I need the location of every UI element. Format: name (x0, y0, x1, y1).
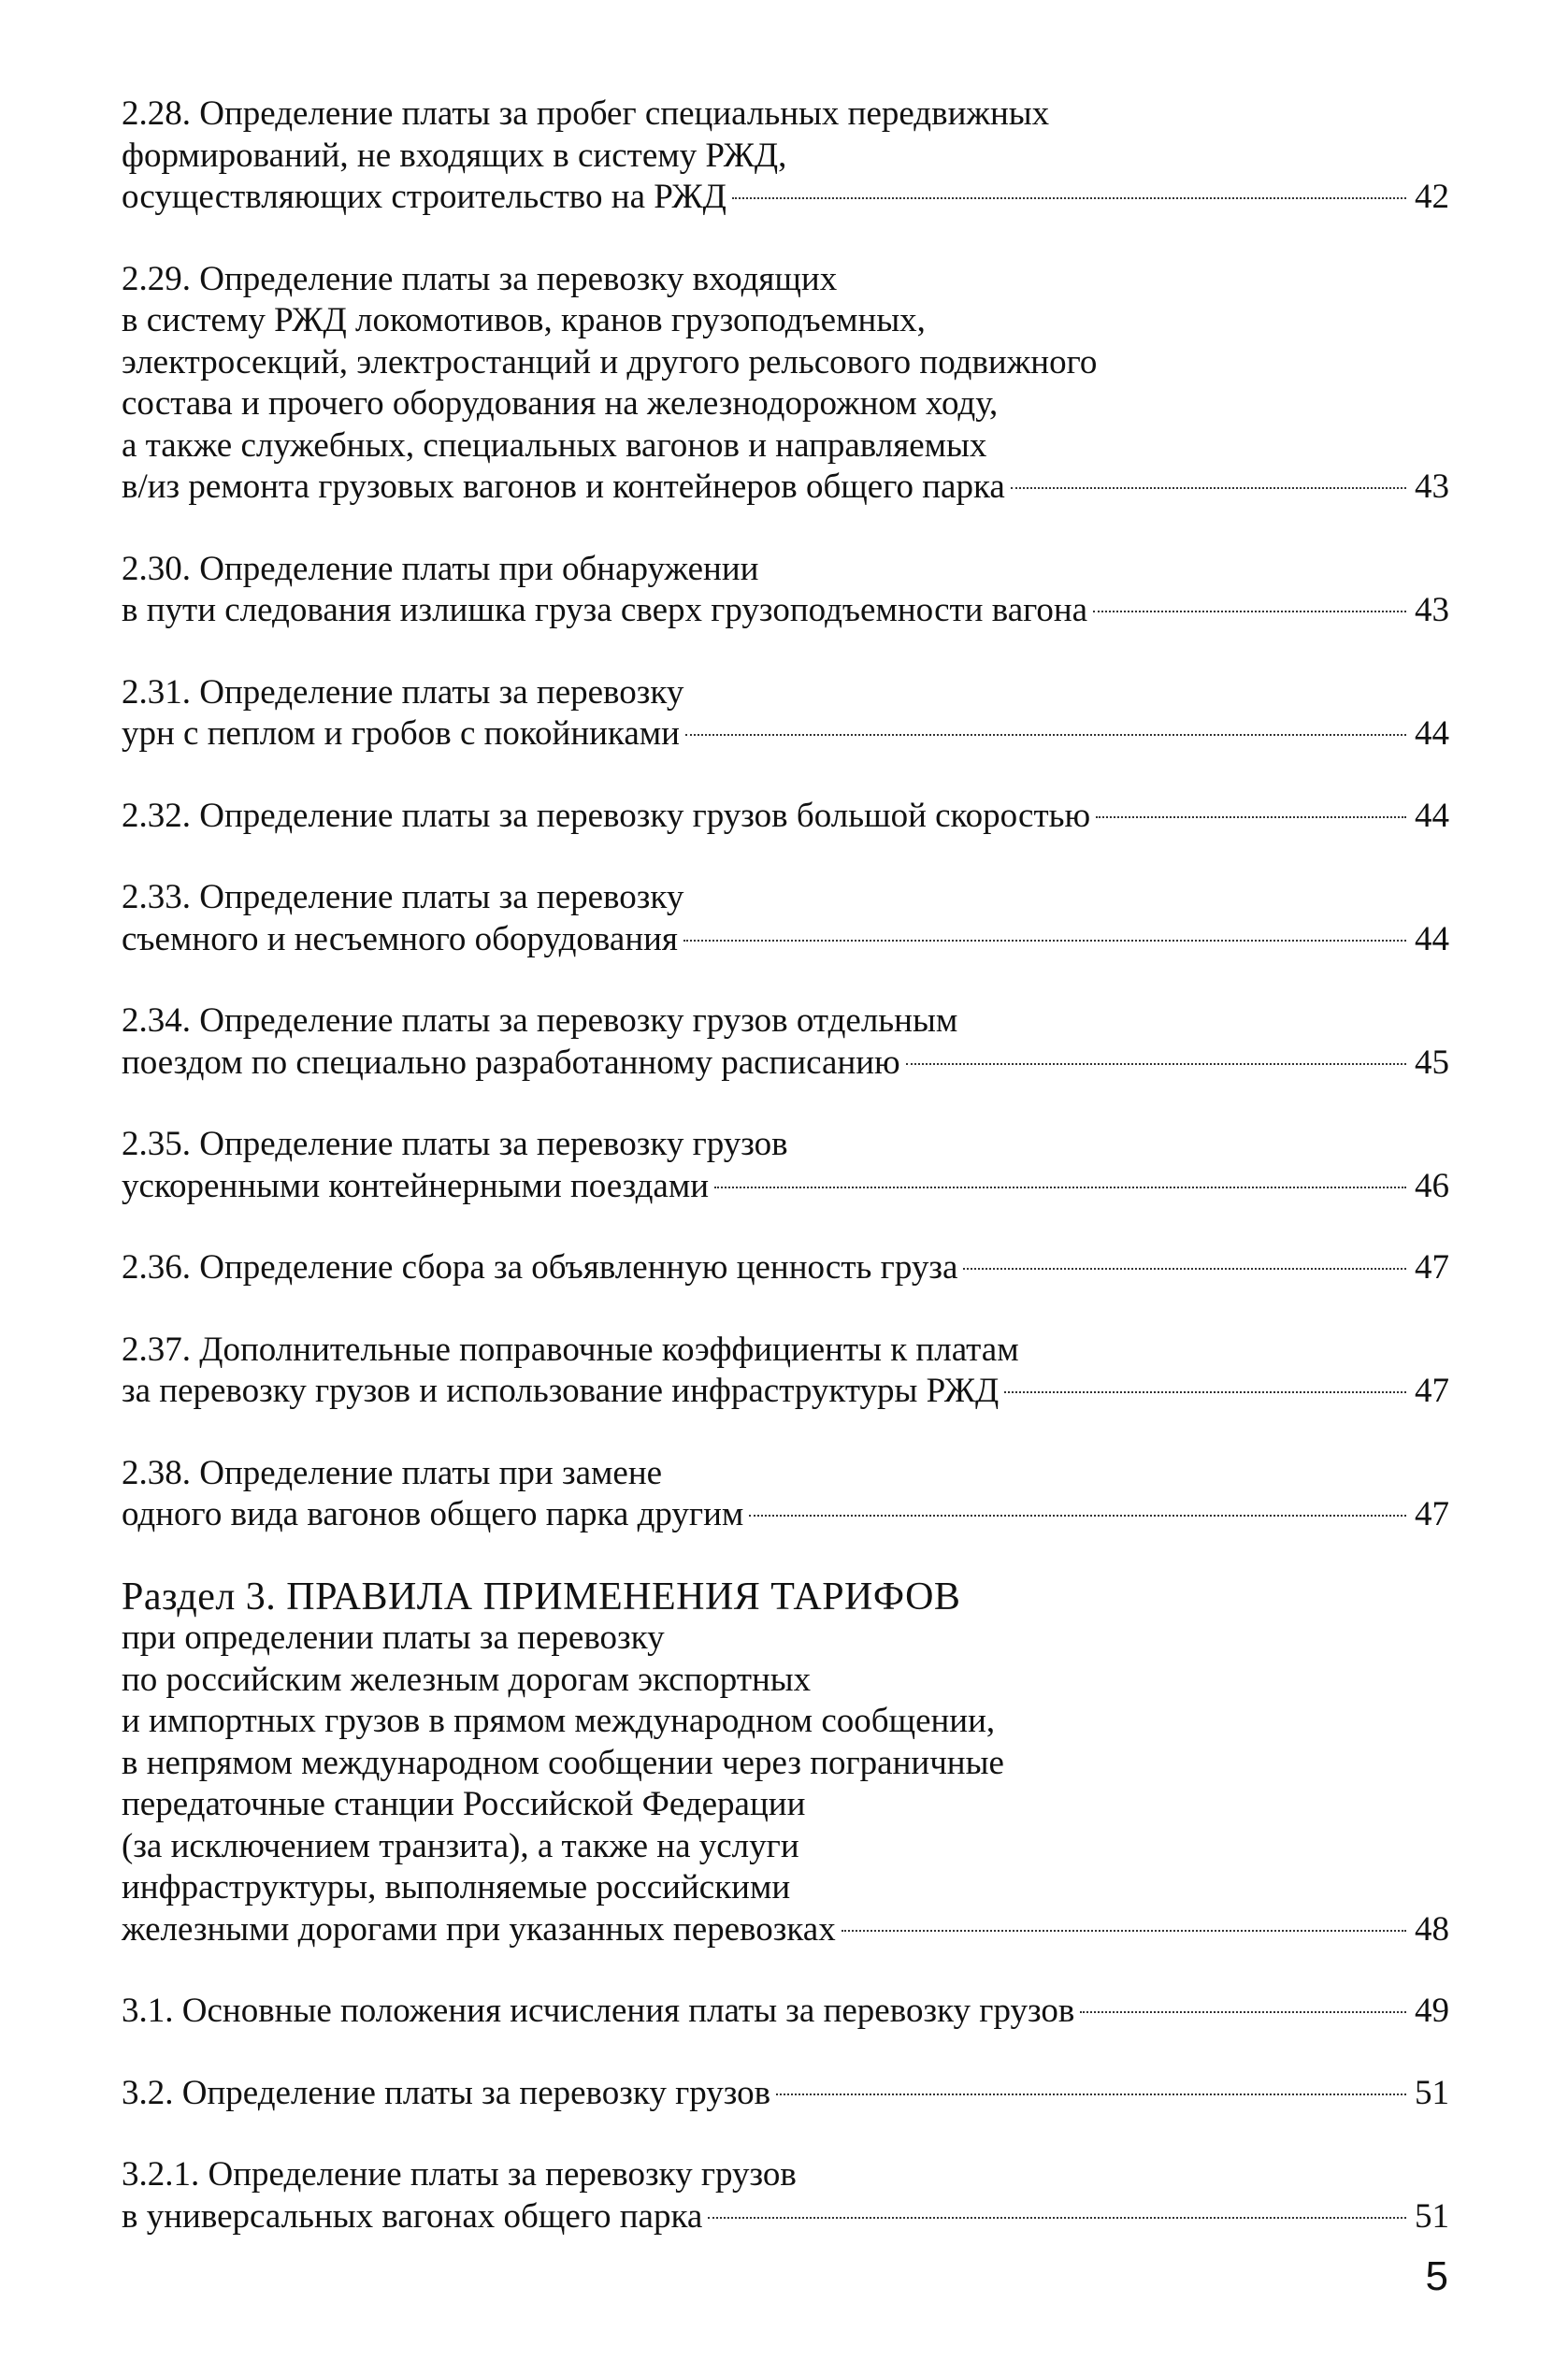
dot-leader (1096, 816, 1406, 818)
section-3-line: передаточные станции Российской Федерации (122, 1785, 806, 1823)
toc-entry (122, 2154, 1449, 2237)
toc-entry-last-line (122, 1371, 1449, 1413)
dot-leader (1011, 487, 1406, 489)
toc-entries-section-3 (122, 1991, 1449, 2237)
toc-entry (122, 796, 1449, 838)
toc-entry-line: 2.37. Дополнительные поправочные коэффициенты к платам (122, 1330, 1019, 1369)
toc-entry-line: 2.30. Определение платы при обнаружении (122, 549, 759, 588)
toc-entry (122, 1247, 1449, 1289)
section-3-entry (122, 1576, 1449, 1951)
section-3-line: (за исключением транзита), а также на услуги (122, 1826, 799, 1865)
toc-entry-line: 3.2.1. Определение платы за перевозку грузов (122, 2155, 797, 2194)
toc-entry (122, 1000, 1449, 1084)
toc-entry-line: в систему РЖД локомотивов, кранов грузоподъемных, (122, 301, 926, 339)
toc-entry-last-line (122, 1494, 1449, 1536)
toc-entry-title: 3.2. Определение платы за перевозку грузов (122, 2073, 771, 2112)
toc-entry-title: поездом по специально разработанному расписанию (122, 1043, 900, 1082)
toc-entry-last-line (122, 177, 1449, 219)
toc-entry (122, 549, 1449, 632)
toc-entry-title: 2.36. Определение сбора за объявленную ценность груза (122, 1248, 958, 1287)
toc-entries-section-2 (122, 94, 1449, 1536)
toc-entry-line: 2.29. Определение платы за перевозку входящих (122, 259, 838, 298)
dot-leader (906, 1063, 1406, 1065)
toc-entry-line: 2.34. Определение платы за перевозку грузов отдельным (122, 1001, 958, 1040)
toc-entry (122, 259, 1449, 509)
section-3-line: в непрямом международном сообщении через пограничные (122, 1743, 1004, 1782)
dot-leader (708, 2217, 1406, 2219)
toc-entry-title: съемного и несъемного оборудования (122, 919, 678, 958)
section-3-page-number: 48 (1415, 1909, 1449, 1949)
toc-entry-last-line (122, 919, 1449, 961)
toc-entry-page-number: 44 (1415, 919, 1449, 958)
dot-leader (683, 940, 1406, 942)
toc-entry-title: осуществляющих строительство на РЖД (122, 178, 726, 216)
toc-entry-page-number: 47 (1415, 1248, 1449, 1287)
toc-entry-last-line (122, 590, 1449, 632)
dot-leader (1093, 611, 1406, 612)
toc-entry-line: электросекций, электростанций и другого рельсового подвижного (122, 342, 1098, 381)
toc-entry-page-number: 49 (1415, 1992, 1449, 2030)
toc-entry-last-line (122, 2073, 1449, 2115)
toc-entry-title: 2.32. Определение платы за перевозку грузов большой скоростью (122, 796, 1091, 835)
toc-entry (122, 1124, 1449, 1207)
toc-entry (122, 1330, 1449, 1413)
page-number: 5 (1425, 2253, 1448, 2299)
dot-leader (1080, 2011, 1406, 2013)
toc-entry-page-number: 47 (1415, 1372, 1449, 1410)
toc-entry-title: в универсальных вагонах общего парка (122, 2196, 703, 2236)
toc-entry-last-line (122, 2196, 1449, 2238)
section-3-line: инфраструктуры, выполняемые российскими (122, 1868, 791, 1906)
dot-leader (963, 1268, 1406, 1270)
toc-entry-last-line (122, 713, 1449, 755)
toc-entry-line: 2.35. Определение платы за перевозку грузов (122, 1125, 788, 1163)
toc-entry-title: урн с пеплом и гробов с покойниками (122, 714, 680, 753)
section-3-line: и импортных грузов в прямом международном сообщении, (122, 1702, 996, 1740)
dot-leader (1004, 1391, 1406, 1393)
toc-entry-page-number: 51 (1415, 2196, 1449, 2236)
dot-leader (749, 1515, 1406, 1517)
section-3-heading: Раздел 3. ПРАВИЛА ПРИМЕНЕНИЯ ТАРИФОВ (122, 1575, 961, 1619)
toc-entry-page-number: 46 (1415, 1166, 1449, 1205)
toc-entry (122, 877, 1449, 960)
toc-entry-line: 2.38. Определение платы при замене (122, 1453, 663, 1492)
toc-entry (122, 1453, 1449, 1536)
dot-leader (732, 197, 1406, 199)
toc-entry (122, 94, 1449, 219)
toc-entry-title: одного вида вагонов общего парка другим (122, 1495, 744, 1533)
toc-entry-title: ускоренными контейнерными поездами (122, 1166, 710, 1205)
toc-entry-page-number: 44 (1415, 714, 1449, 753)
toc-entry-title: 3.1. Основные положения исчисления платы за перевозку грузов (122, 1992, 1075, 2030)
section-3-last-line (122, 1909, 1449, 1951)
dot-leader (776, 2093, 1406, 2095)
toc-entry-last-line (122, 1043, 1449, 1085)
toc-entry-line: а также служебных, специальных вагонов и направляемых (122, 425, 987, 465)
toc-entry-line: 2.31. Определение платы за перевозку (122, 672, 684, 712)
toc-entry-last-line (122, 467, 1449, 509)
dot-leader (685, 734, 1406, 736)
toc-entry-page-number: 42 (1415, 178, 1449, 216)
dot-leader (842, 1930, 1406, 1932)
toc-entry-page-number: 44 (1415, 796, 1449, 835)
table-of-contents (122, 94, 1449, 2278)
toc-entry-line: состава и прочего оборудования на железнодорожном ходу, (122, 384, 999, 423)
toc-entry-line: 2.33. Определение платы за перевозку (122, 878, 684, 916)
dot-leader (714, 1187, 1406, 1188)
toc-entry-title: за перевозку грузов и использование инфраструктуры РЖД (122, 1372, 1000, 1410)
toc-entry-page-number: 47 (1415, 1495, 1449, 1533)
section-3-last-text: железными дорогами при указанных перевозках (122, 1909, 836, 1949)
toc-entry-page-number: 51 (1415, 2073, 1449, 2112)
toc-entry-title: в пути следования излишка груза сверх грузоподъемности вагона (122, 591, 1088, 629)
toc-entry-last-line (122, 1247, 1449, 1289)
section-3-line: по российским железным дорогам экспортных (122, 1660, 812, 1699)
toc-entry-page-number: 43 (1415, 591, 1449, 629)
toc-entry (122, 2073, 1449, 2115)
toc-entry-page-number: 45 (1415, 1043, 1449, 1082)
section-3-line: при определении платы за перевозку (122, 1619, 665, 1657)
section-3-description (122, 1618, 1449, 1909)
toc-entry-title: в/из ремонта грузовых вагонов и контейнеров общего парка (122, 468, 1005, 506)
toc-entry-last-line (122, 796, 1449, 838)
toc-entry (122, 672, 1449, 755)
toc-entry-page-number: 43 (1415, 468, 1449, 506)
toc-entry-line: 2.28. Определение платы за пробег специальных передвижных (122, 94, 1050, 133)
toc-entry-last-line (122, 1991, 1449, 2033)
toc-entry-line: формирований, не входящих в систему РЖД, (122, 136, 787, 175)
toc-entry-last-line (122, 1166, 1449, 1208)
toc-entry (122, 1991, 1449, 2033)
